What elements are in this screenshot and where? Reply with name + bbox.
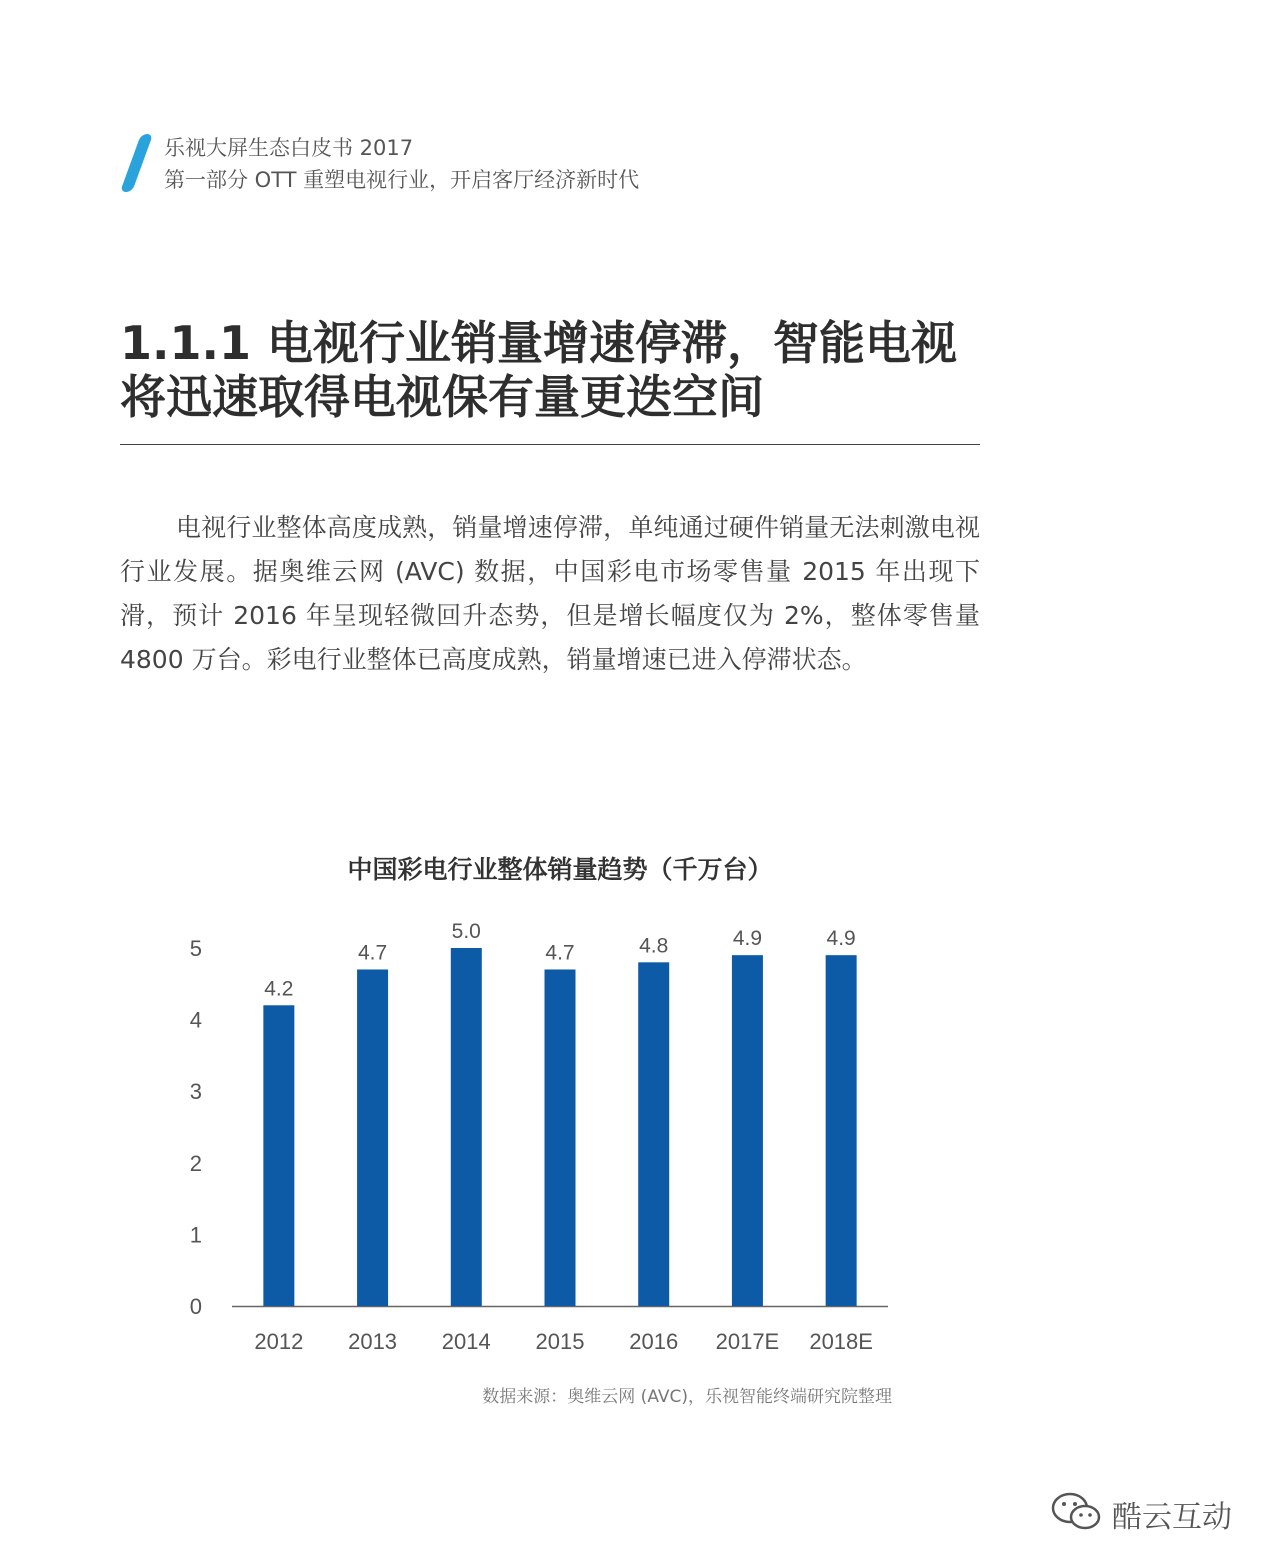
bar: [545, 969, 576, 1306]
y-tick-label: 0: [189, 1294, 202, 1319]
x-tick-label: 2012: [254, 1329, 304, 1354]
chart-title: 中国彩电行业整体销量趋势（千万台）: [347, 855, 773, 884]
y-tick-label: 1: [189, 1222, 202, 1248]
bar: [451, 948, 482, 1306]
data-label: 4.9: [826, 927, 856, 951]
data-label: 4.7: [357, 941, 388, 965]
watermark-text: 酷云互动: [1112, 1500, 1232, 1535]
bar: [638, 962, 669, 1306]
data-label: 4.2: [264, 977, 294, 1001]
y-tick-label: 3: [189, 1079, 202, 1105]
y-tick-label: 2: [189, 1150, 202, 1176]
section-heading: 1.1.1 电视行业销量增速停滞，智能电视将迅速取得电视保有量更迭空间: [120, 316, 957, 424]
chart-source: 数据来源：奥维云网 (AVC)，乐视智能终端研究院整理: [482, 1387, 892, 1407]
data-label: 5.0: [451, 920, 481, 943]
x-tick-label: 2017E: [715, 1329, 780, 1354]
x-tick-label: 2015: [535, 1329, 585, 1354]
wechat-icon: [1050, 1490, 1106, 1534]
y-tick-label: 4: [189, 1007, 202, 1033]
x-tick-label: 2016: [629, 1329, 679, 1354]
bar: [732, 955, 763, 1306]
body-paragraph: 电视行业整体高度成熟，销量增速停滞，单纯通过硬件销量无法刺激电视行业发展。据奥维云网 (AVC) 数据，中国彩电市场零售量 2015 年出现下滑，预计 2016 年呈现轻微回升态势，但是增长幅度仅为 2%，整体零售量 4800 万台。彩电行业整体已高度成熟，销量增速已进入停滞状态。: [120, 513, 980, 674]
data-label: 4.9: [732, 927, 763, 951]
bar: [826, 955, 857, 1306]
header-subtitle: 第一部分 OTT 重塑电视行业，开启客厅经济新时代: [164, 168, 640, 192]
bar: [357, 969, 388, 1306]
bar: [263, 1005, 294, 1306]
x-tick-label: 2014: [441, 1329, 491, 1354]
watermark: [1050, 1488, 1250, 1538]
y-tick-label: 5: [189, 936, 202, 961]
header-title: 乐视大屏生态白皮书 2017: [164, 136, 414, 160]
data-label: 4.8: [639, 934, 669, 958]
x-tick-label: 2018E: [809, 1329, 873, 1354]
data-label: 4.7: [545, 941, 575, 965]
x-tick-label: 2013: [348, 1329, 398, 1354]
